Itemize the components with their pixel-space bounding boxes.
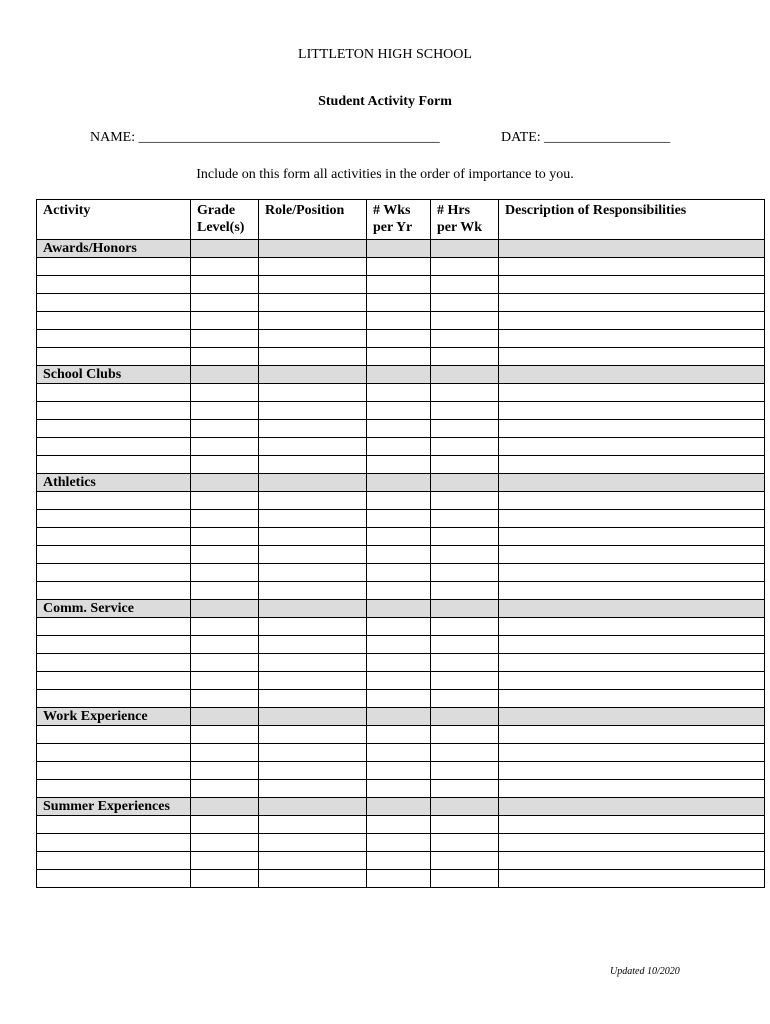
entry-cell[interactable] [259,294,367,312]
entry-cell[interactable] [37,402,191,420]
table-row [37,672,765,690]
entry-cell[interactable] [191,834,259,852]
entry-cell[interactable] [431,582,499,600]
entry-cell[interactable] [367,438,431,456]
table-row [37,528,765,546]
table-row [37,330,765,348]
entry-cell[interactable] [431,258,499,276]
entry-cell[interactable] [191,762,259,780]
entry-cell[interactable] [191,420,259,438]
entry-cell[interactable] [499,726,765,744]
entry-cell[interactable] [367,618,431,636]
entry-cell[interactable] [37,582,191,600]
entry-cell[interactable] [37,384,191,402]
entry-cell[interactable] [191,492,259,510]
entry-cell[interactable] [259,780,367,798]
section-label: Comm. Service [37,600,191,618]
section-cell[interactable] [499,600,765,618]
entry-cell[interactable] [431,870,499,888]
entry-cell[interactable] [259,564,367,582]
entry-cell[interactable] [367,276,431,294]
col-hours-per-week: # Hrs per Wk [431,200,499,240]
entry-cell[interactable] [259,312,367,330]
entry-cell[interactable] [191,456,259,474]
section-cell[interactable] [367,798,431,816]
section-cell[interactable] [499,474,765,492]
entry-cell[interactable] [37,618,191,636]
entry-cell[interactable] [367,834,431,852]
entry-cell[interactable] [37,510,191,528]
entry-cell[interactable] [499,654,765,672]
table-row [37,816,765,834]
entry-cell[interactable] [37,654,191,672]
entry-cell[interactable] [259,762,367,780]
table-row [37,780,765,798]
section-cell[interactable] [431,474,499,492]
entry-cell[interactable] [499,618,765,636]
entry-cell[interactable] [499,564,765,582]
entry-cell[interactable] [37,726,191,744]
entry-cell[interactable] [499,816,765,834]
entry-cell[interactable] [37,528,191,546]
entry-cell[interactable] [37,564,191,582]
date-field[interactable]: DATE: __________________ [501,130,671,145]
entry-cell[interactable] [431,852,499,870]
entry-cell[interactable] [431,528,499,546]
section-cell[interactable] [431,240,499,258]
entry-cell[interactable] [191,384,259,402]
entry-cell[interactable] [431,294,499,312]
entry-cell[interactable] [259,546,367,564]
entry-cell[interactable] [37,816,191,834]
table-row [37,348,765,366]
section-cell[interactable] [191,708,259,726]
section-row [37,600,765,618]
table-row [37,636,765,654]
entry-cell[interactable] [367,258,431,276]
section-cell[interactable] [499,708,765,726]
entry-cell[interactable] [37,762,191,780]
section-cell[interactable] [259,798,367,816]
entry-cell[interactable] [499,672,765,690]
entry-cell[interactable] [191,870,259,888]
entry-cell[interactable] [37,870,191,888]
table-row [37,546,765,564]
entry-cell[interactable] [259,618,367,636]
entry-cell[interactable] [259,510,367,528]
entry-cell[interactable] [259,582,367,600]
entry-cell[interactable] [367,636,431,654]
section-cell[interactable] [431,798,499,816]
entry-cell[interactable] [191,438,259,456]
section-label: School Clubs [37,366,191,384]
table-row [37,870,765,888]
table-row [37,510,765,528]
section-row [37,474,765,492]
entry-cell[interactable] [37,348,191,366]
entry-cell[interactable] [367,744,431,762]
entry-cell[interactable] [499,762,765,780]
entry-cell[interactable] [259,420,367,438]
section-cell[interactable] [191,474,259,492]
entry-cell[interactable] [259,690,367,708]
section-cell[interactable] [191,600,259,618]
entry-cell[interactable] [191,726,259,744]
entry-cell[interactable] [191,330,259,348]
col-grade-level: Grade Level(s) [191,200,259,240]
entry-cell[interactable] [37,636,191,654]
entry-cell[interactable] [259,384,367,402]
entry-cell[interactable] [499,492,765,510]
entry-cell[interactable] [259,744,367,762]
entry-cell[interactable] [431,618,499,636]
table-row [37,582,765,600]
col-weeks-per-year: # Wks per Yr [367,200,431,240]
section-label: Work Experience [37,708,191,726]
entry-cell[interactable] [259,636,367,654]
entry-cell[interactable] [431,636,499,654]
entry-cell[interactable] [431,762,499,780]
section-cell[interactable] [259,708,367,726]
section-cell[interactable] [431,366,499,384]
entry-cell[interactable] [499,384,765,402]
entry-cell[interactable] [191,852,259,870]
entry-cell[interactable] [191,816,259,834]
entry-cell[interactable] [191,654,259,672]
entry-cell[interactable] [431,744,499,762]
entry-cell[interactable] [259,816,367,834]
entry-cell[interactable] [259,672,367,690]
section-cell[interactable] [431,708,499,726]
entry-cell[interactable] [367,456,431,474]
entry-cell[interactable] [431,402,499,420]
entry-cell[interactable] [259,402,367,420]
entry-cell[interactable] [37,276,191,294]
table-row [37,492,765,510]
entry-cell[interactable] [259,726,367,744]
entry-cell[interactable] [431,564,499,582]
entry-cell[interactable] [431,438,499,456]
entry-cell[interactable] [431,348,499,366]
section-cell[interactable] [431,600,499,618]
table-row [37,852,765,870]
entry-cell[interactable] [367,816,431,834]
section-label: Athletics [37,474,191,492]
section-cell[interactable] [367,708,431,726]
section-label: Summer Experiences [37,798,191,816]
entry-cell[interactable] [191,258,259,276]
entry-cell[interactable] [499,402,765,420]
entry-cell[interactable] [191,510,259,528]
table-row [37,438,765,456]
entry-cell[interactable] [431,546,499,564]
entry-cell[interactable] [431,654,499,672]
entry-cell[interactable] [499,744,765,762]
entry-cell[interactable] [367,726,431,744]
entry-cell[interactable] [367,294,431,312]
entry-cell[interactable] [259,348,367,366]
entry-cell[interactable] [37,834,191,852]
entry-cell[interactable] [37,330,191,348]
table-row [37,762,765,780]
entry-cell[interactable] [259,492,367,510]
entry-cell[interactable] [37,294,191,312]
entry-cell[interactable] [259,438,367,456]
entry-cell[interactable] [367,348,431,366]
table-row [37,744,765,762]
entry-cell[interactable] [259,852,367,870]
section-label: Awards/Honors [37,240,191,258]
entry-cell[interactable] [499,420,765,438]
section-cell[interactable] [367,240,431,258]
school-name: LITTLETON HIGH SCHOOL [298,47,472,62]
entry-cell[interactable] [431,492,499,510]
form-title: Student Activity Form [318,94,452,109]
section-cell[interactable] [499,798,765,816]
entry-cell[interactable] [431,834,499,852]
entry-cell[interactable] [37,456,191,474]
entry-cell[interactable] [499,330,765,348]
section-cell[interactable] [367,474,431,492]
entry-cell[interactable] [37,672,191,690]
entry-cell[interactable] [499,276,765,294]
entry-cell[interactable] [499,456,765,474]
entry-cell[interactable] [191,582,259,600]
entry-cell[interactable] [37,546,191,564]
entry-cell[interactable] [37,744,191,762]
entry-cell[interactable] [259,870,367,888]
name-field[interactable]: NAME: ___________________________________________ [90,130,440,145]
entry-cell[interactable] [37,780,191,798]
entry-cell[interactable] [499,852,765,870]
entry-cell[interactable] [499,780,765,798]
entry-cell[interactable] [431,690,499,708]
entry-cell[interactable] [367,402,431,420]
table-row [37,294,765,312]
entry-cell[interactable] [431,780,499,798]
entry-cell[interactable] [367,510,431,528]
section-row [37,708,765,726]
updated-date: Updated 10/2020 [610,966,680,977]
table-row [37,258,765,276]
entry-cell[interactable] [431,276,499,294]
table-row [37,726,765,744]
entry-cell[interactable] [499,258,765,276]
entry-cell[interactable] [259,258,367,276]
table-row [37,564,765,582]
entry-cell[interactable] [191,528,259,546]
entry-cell[interactable] [191,312,259,330]
entry-cell[interactable] [259,456,367,474]
entry-cell[interactable] [191,744,259,762]
section-cell[interactable] [259,366,367,384]
entry-cell[interactable] [191,672,259,690]
entry-cell[interactable] [259,654,367,672]
section-cell[interactable] [191,798,259,816]
entry-cell[interactable] [37,258,191,276]
entry-cell[interactable] [37,852,191,870]
entry-cell[interactable] [191,348,259,366]
entry-cell[interactable] [191,276,259,294]
entry-cell[interactable] [367,780,431,798]
entry-cell[interactable] [191,546,259,564]
table-row [37,312,765,330]
section-row [37,240,765,258]
table-row [37,384,765,402]
entry-cell[interactable] [367,582,431,600]
entry-cell[interactable] [499,312,765,330]
entry-cell[interactable] [431,312,499,330]
entry-cell[interactable] [367,312,431,330]
entry-cell[interactable] [499,528,765,546]
entry-cell[interactable] [367,654,431,672]
section-cell[interactable] [367,366,431,384]
table-row [37,276,765,294]
entry-cell[interactable] [37,492,191,510]
entry-cell[interactable] [367,330,431,348]
entry-cell[interactable] [499,294,765,312]
entry-cell[interactable] [367,546,431,564]
entry-cell[interactable] [431,726,499,744]
activity-table [36,199,765,888]
section-row [37,798,765,816]
entry-cell[interactable] [191,402,259,420]
entry-cell[interactable] [259,528,367,546]
entry-cell[interactable] [191,636,259,654]
table-header-row [37,200,765,240]
table-row [37,690,765,708]
entry-cell[interactable] [367,672,431,690]
section-cell[interactable] [499,366,765,384]
entry-cell[interactable] [367,420,431,438]
col-role-position: Role/Position [259,200,367,240]
entry-cell[interactable] [499,546,765,564]
entry-cell[interactable] [499,690,765,708]
section-cell[interactable] [191,366,259,384]
entry-cell[interactable] [259,330,367,348]
entry-cell[interactable] [191,690,259,708]
entry-cell[interactable] [499,636,765,654]
table-row [37,654,765,672]
entry-cell[interactable] [499,834,765,852]
entry-cell[interactable] [431,330,499,348]
section-row [37,366,765,384]
table-row [37,402,765,420]
entry-cell[interactable] [499,582,765,600]
col-activity: Activity [37,200,191,240]
entry-cell[interactable] [431,816,499,834]
entry-cell[interactable] [367,690,431,708]
table-row [37,420,765,438]
entry-cell[interactable] [367,762,431,780]
entry-cell[interactable] [367,384,431,402]
entry-cell[interactable] [191,780,259,798]
section-cell[interactable] [367,600,431,618]
entry-cell[interactable] [259,834,367,852]
section-cell[interactable] [259,600,367,618]
section-cell[interactable] [259,474,367,492]
entry-cell[interactable] [37,690,191,708]
col-description: Description of Responsibilities [499,200,765,240]
entry-cell[interactable] [367,528,431,546]
entry-cell[interactable] [499,348,765,366]
entry-cell[interactable] [499,870,765,888]
entry-cell[interactable] [37,420,191,438]
entry-cell[interactable] [431,510,499,528]
entry-cell[interactable] [431,384,499,402]
entry-cell[interactable] [367,564,431,582]
entry-cell[interactable] [191,618,259,636]
table-row [37,618,765,636]
section-cell[interactable] [259,240,367,258]
entry-cell[interactable] [431,420,499,438]
section-cell[interactable] [499,240,765,258]
entry-cell[interactable] [37,312,191,330]
entry-cell[interactable] [499,438,765,456]
entry-cell[interactable] [259,276,367,294]
entry-cell[interactable] [367,870,431,888]
table-row [37,834,765,852]
entry-cell[interactable] [191,294,259,312]
entry-cell[interactable] [37,438,191,456]
section-cell[interactable] [191,240,259,258]
entry-cell[interactable] [499,510,765,528]
entry-cell[interactable] [367,852,431,870]
entry-cell[interactable] [431,672,499,690]
instructions: Include on this form all activities in the order of importance to you. [196,167,574,182]
table-row [37,456,765,474]
entry-cell[interactable] [367,492,431,510]
entry-cell[interactable] [431,456,499,474]
entry-cell[interactable] [191,564,259,582]
